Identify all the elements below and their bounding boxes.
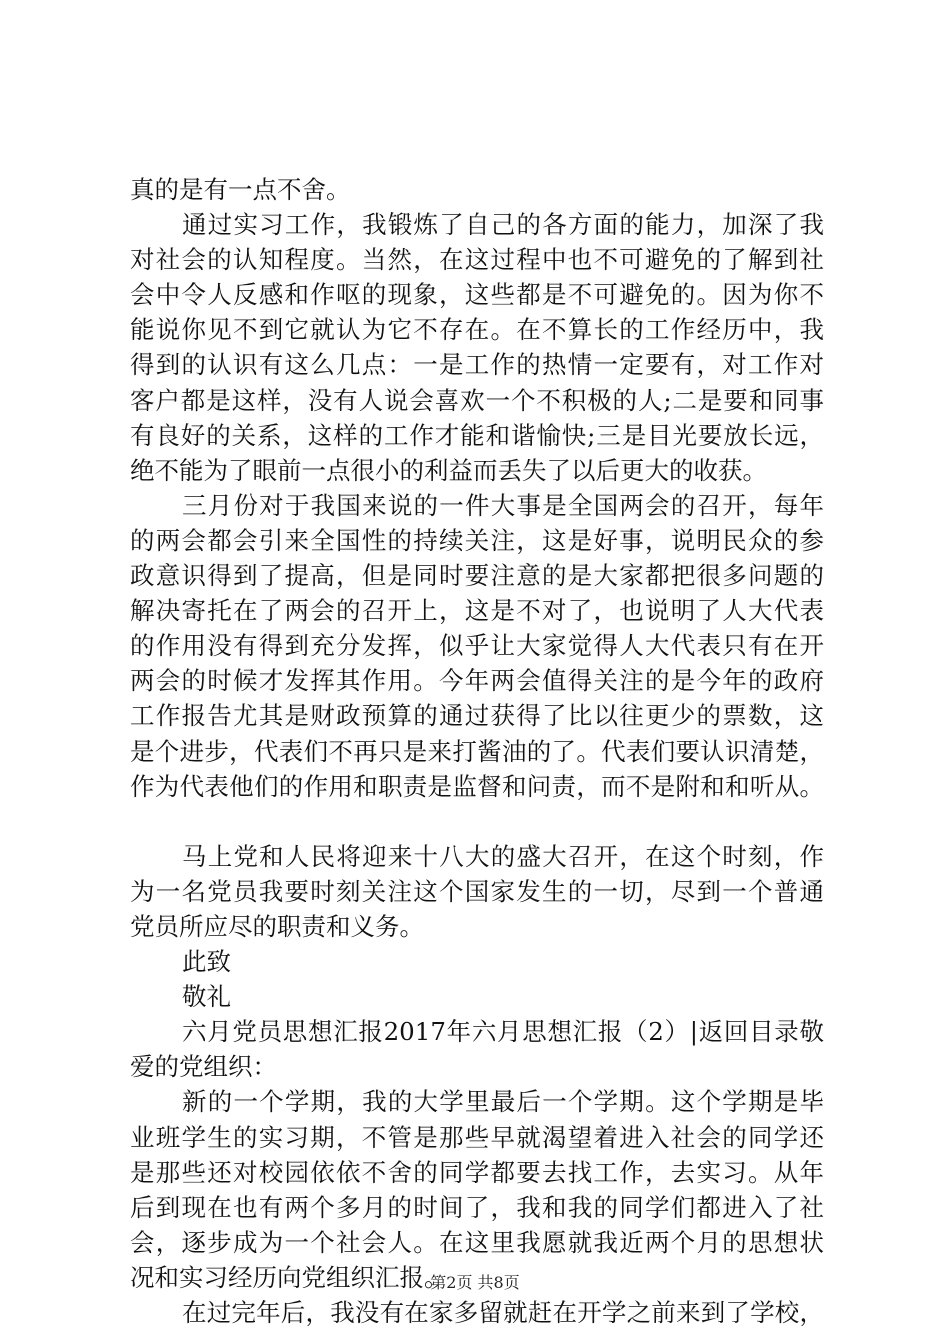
text-line: 有良好的关系，这样的工作才能和谐愉快;三是目光要放长远， xyxy=(130,420,824,450)
text-line: 政意识得到了提高，但是同时要注意的是大家都把很多问题的 xyxy=(130,561,824,591)
text-line: 是个进步，代表们不再只是来打酱油的了。代表们要认识清楚， xyxy=(130,736,824,766)
text-line: 解决寄托在了两会的召开上，这是不对了，也说明了人大代表 xyxy=(130,596,824,626)
text-line: 作为代表他们的作用和职责是监督和问责，而不是附和和听从。 xyxy=(130,771,824,801)
text-line: 新的一个学期，我的大学里最后一个学期。这个学期是毕 xyxy=(182,1087,824,1117)
text-line: 的作用没有得到充分发挥，似乎让大家觉得人大代表只有在开 xyxy=(130,631,824,661)
text-line: 况和实习经历向党组织汇报。 xyxy=(130,1262,449,1292)
blank-line xyxy=(130,804,824,839)
text-line: 的两会都会引来全国性的持续关注，这是好事，说明民众的参 xyxy=(130,525,824,555)
text-line: 绝不能为了眼前一点很小的利益而丢失了以后更大的收获。 xyxy=(130,455,767,485)
text-line: 爱的党组织： xyxy=(130,1052,277,1082)
text-line: 客户都是这样，没有人说会喜欢一个不积极的人;二是要和同事 xyxy=(130,385,824,415)
text-line: 后到现在也有两个多月的时间了，我和我的同学们都进入了社 xyxy=(130,1192,824,1222)
text-line: 六月党员思想汇报2017年六月思想汇报（2）|返回目录敬 xyxy=(182,1017,824,1047)
text-line: 马上党和人民将迎来十八大的盛大召开，在这个时刻，作 xyxy=(182,841,824,871)
text-line: 为一名党员我要时刻关注这个国家发生的一切，尽到一个普通 xyxy=(130,876,824,906)
text-line: 此致 xyxy=(182,947,231,977)
text-line: 在过完年后，我没有在家多留就赶在开学之前来到了学校， xyxy=(182,1298,824,1327)
text-line: 敬礼 xyxy=(182,982,231,1012)
text-line: 对社会的认知程度。当然，在这过程中也不可避免的了解到社 xyxy=(130,245,824,275)
text-line: 通过实习工作，我锻炼了自己的各方面的能力，加深了我 xyxy=(182,210,824,240)
text-line: 三月份对于我国来说的一件大事是全国两会的召开，每年 xyxy=(182,490,824,520)
document-body xyxy=(130,172,824,1330)
text-line: 工作报告尤其是财政预算的通过获得了比以往更少的票数，这 xyxy=(130,701,824,731)
text-line: 是那些还对校园依依不舍的同学都要去找工作，去实习。从年 xyxy=(130,1157,824,1187)
text-line: 业班学生的实习期，不管是那些早就渴望着进入社会的同学还 xyxy=(130,1122,824,1152)
text-line: 会，逐步成为一个社会人。在这里我愿就我近两个月的思想状 xyxy=(130,1227,824,1257)
text-line: 能说你见不到它就认为它不存在。在不算长的工作经历中，我 xyxy=(130,315,824,345)
text-line: 两会的时候才发挥其作用。今年两会值得关注的是今年的政府 xyxy=(130,666,824,696)
text-line: 真的是有一点不舍。 xyxy=(130,175,351,204)
text-line: 会中令人反感和作呕的现象，这些都是不可避免的。因为你不 xyxy=(130,280,824,310)
page-footer: 第2页 共8页 xyxy=(430,1273,520,1292)
text-line: 得到的认识有这么几点：一是工作的热情一定要有，对工作对 xyxy=(130,350,824,380)
text-line: 党员所应尽的职责和义务。 xyxy=(130,911,424,941)
